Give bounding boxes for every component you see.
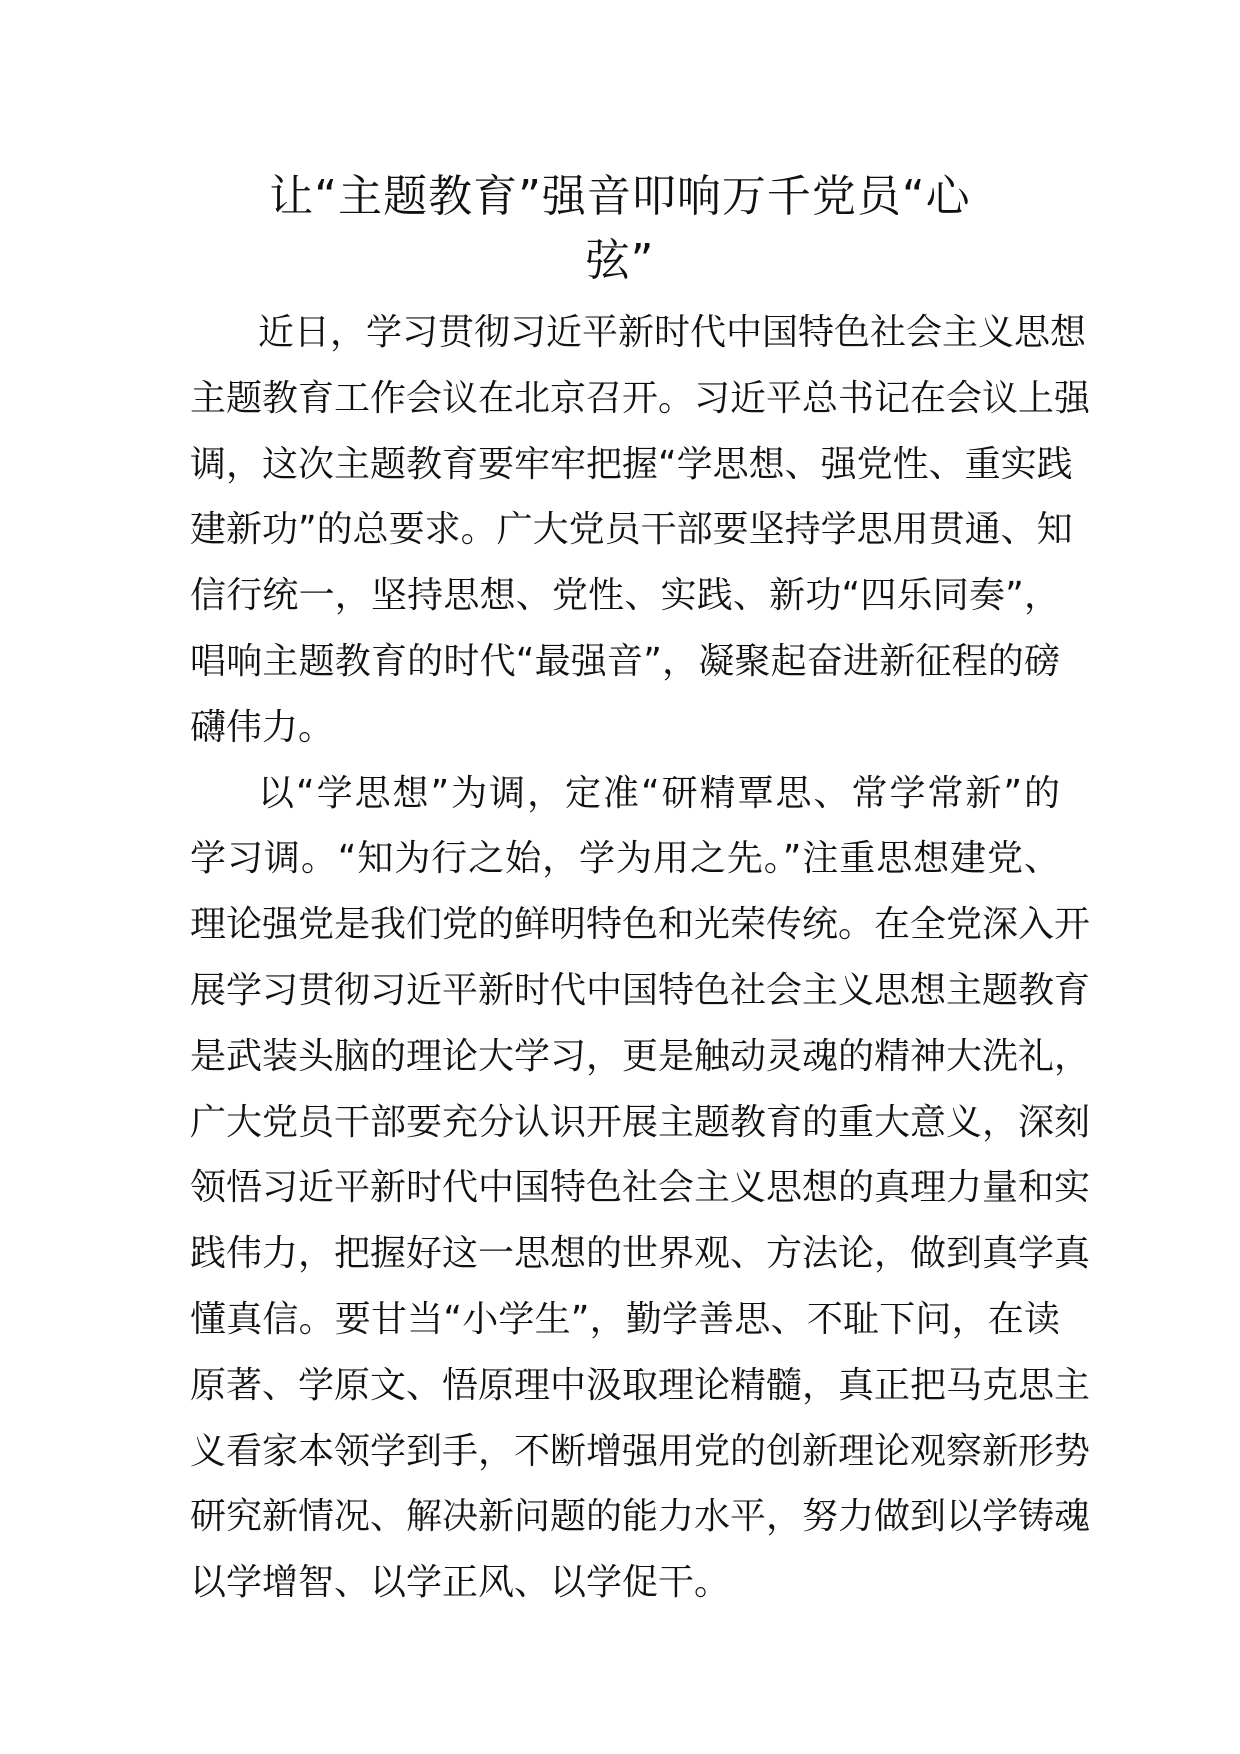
paragraph-line: 调，这次主题教育要牢牢把握“学思想、强党性、重实践	[190, 443, 1073, 485]
paragraph-line: 主题教育工作会议在北京召开。习近平总书记在会议上强	[190, 377, 1091, 419]
paragraph-line: 展学习贯彻习近平新时代中国特色社会主义思想主题教育	[190, 969, 1091, 1011]
paragraph-line: 是武装头脑的理论大学习，更是触动灵魂的精神大洗礼，	[190, 1035, 1091, 1077]
paragraph-line: 懂真信。要甘当“小学生”，勤学善思、不耻下问，在读	[190, 1298, 1060, 1340]
paragraph-line: 以“学思想”为调，定准“研精覃思、常学常新”的	[258, 772, 1060, 814]
paragraph-line: 信行统一，坚持思想、党性、实践、新功“四乐同奏”，	[190, 575, 1060, 617]
paragraph-2	[190, 761, 1091, 1616]
title-line-1: 让“主题教育”强音叩响万千党员“心	[269, 171, 971, 222]
paragraph-line: 学习调。“知为行之始，学为用之先。”注重思想建党、	[190, 838, 1060, 880]
paragraph-line: 理论强党是我们党的鲜明特色和光荣传统。在全党深入开	[190, 904, 1091, 946]
paragraph-line: 唱响主题教育的时代“最强音”，凝聚起奋进新征程的磅	[190, 640, 1060, 682]
title-line-2: 弦”	[585, 235, 655, 286]
document-body	[190, 300, 1091, 1616]
paragraph-line: 原著、学原文、悟原理中汲取理论精髓，真正把马克思主	[190, 1364, 1091, 1406]
paragraph-line: 广大党员干部要充分认识开展主题教育的重大意义，深刻	[190, 1101, 1091, 1143]
paragraph-line: 建新功”的总要求。广大党员干部要坚持学思用贯通、知	[190, 509, 1073, 551]
paragraph-line: 近日，学习贯彻习近平新时代中国特色社会主义思想	[258, 312, 1087, 353]
paragraph-line: 义看家本领学到手，不断增强用党的创新理论观察新形势	[190, 1430, 1091, 1472]
paragraph-line: 践伟力，把握好这一思想的世界观、方法论，做到真学真	[190, 1233, 1091, 1275]
document-title	[200, 165, 1040, 293]
paragraph-line: 研究新情况、解决新问题的能力水平，努力做到以学铸魂	[190, 1496, 1091, 1538]
paragraph-line: 礴伟力。	[190, 706, 335, 748]
paragraph-1	[190, 300, 1091, 761]
paragraph-line: 领悟习近平新时代中国特色社会主义思想的真理力量和实	[190, 1167, 1091, 1209]
paragraph-line: 以学增智、以学正风、以学促干。	[190, 1562, 731, 1604]
